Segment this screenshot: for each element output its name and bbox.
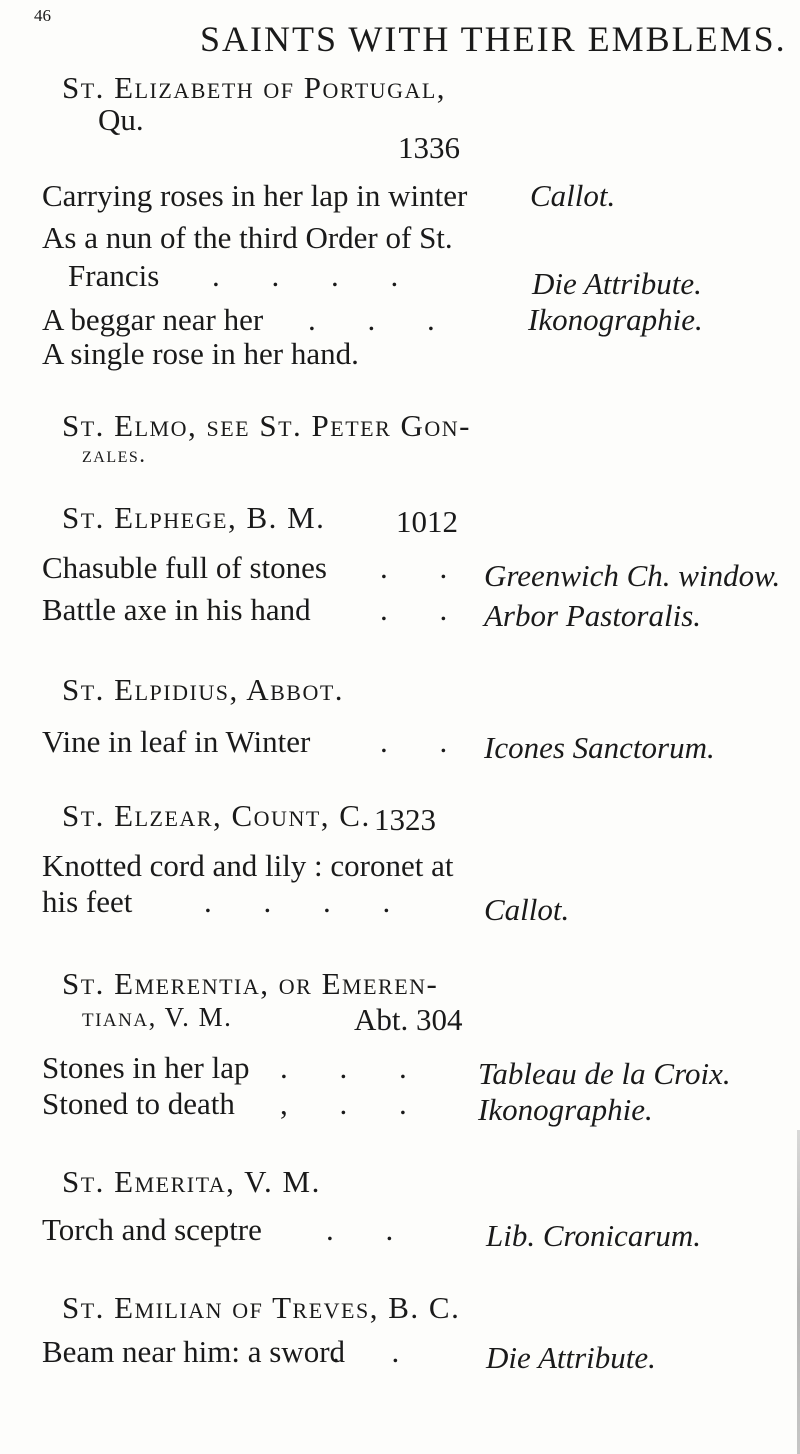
- page-number: 46: [34, 6, 51, 25]
- entry-date: 1012: [396, 504, 458, 539]
- entry-subheading: tiana, V. M.: [82, 1002, 233, 1032]
- emblem-line: A single rose in her hand.: [42, 336, 359, 371]
- leader-dots: . . . .: [204, 884, 413, 919]
- leader-dots: . . .: [308, 302, 457, 337]
- source-citation: Arbor Pastoralis.: [484, 598, 702, 633]
- leader-dots: . .: [380, 724, 470, 759]
- source-citation: Die Attribute.: [486, 1340, 656, 1375]
- entry-date: 1336: [398, 130, 460, 165]
- source-citation: Ikonographie.: [478, 1092, 653, 1127]
- entry-heading: St. Elmo, see St. Peter Gon-: [62, 408, 472, 443]
- source-citation: Tableau de la Croix.: [478, 1056, 731, 1091]
- source-citation: Die Attribute.: [532, 266, 702, 301]
- entry-date: 1323: [374, 802, 436, 837]
- leader-dots: . . . .: [212, 258, 421, 293]
- running-head: SAINTS WITH THEIR EMBLEMS.: [200, 19, 787, 59]
- entry-heading: St. Elizabeth of Portugal,: [62, 70, 447, 105]
- emblem-line: his feet: [42, 884, 133, 919]
- source-citation: Greenwich Ch. window.: [484, 558, 781, 593]
- emblem-line: Carrying roses in her lap in winter: [42, 178, 468, 213]
- entry-heading: St. Emerentia, or Emeren-: [62, 966, 439, 1001]
- entry-heading: St. Elpidius, Abbot.: [62, 672, 345, 707]
- emblem-line: Torch and sceptre: [42, 1212, 262, 1247]
- emblem-line: Stoned to death: [42, 1086, 235, 1121]
- source-citation: Lib. Cronicarum.: [486, 1218, 702, 1253]
- emblem-line: Francis: [68, 258, 160, 293]
- entry-heading: St. Elzear, Count, C.: [62, 798, 371, 833]
- entry-heading: St. Emilian of Treves, B. C.: [62, 1290, 461, 1325]
- leader-dots: . .: [332, 1334, 422, 1369]
- emblem-line: Chasuble full of stones: [42, 550, 327, 585]
- source-citation: Callot.: [484, 892, 570, 927]
- emblem-line: As a nun of the third Order of St.: [42, 220, 453, 255]
- source-citation: Icones Sanctorum.: [484, 730, 715, 765]
- leader-dots: . .: [380, 550, 470, 585]
- emblem-line: Knotted cord and lily : coronet at: [42, 848, 454, 883]
- emblem-line: Stones in her lap: [42, 1050, 250, 1085]
- emblem-line: Beam near him: a sword: [42, 1334, 346, 1369]
- leader-dots: . .: [380, 592, 470, 627]
- entry-subheading: Qu.: [98, 102, 144, 137]
- emblem-line: Battle axe in his hand: [42, 592, 311, 627]
- entry-heading: St. Elphege, B. M.: [62, 500, 326, 535]
- leader-dots: . .: [326, 1212, 416, 1247]
- entry-subheading: zales.: [82, 442, 147, 467]
- leader-dots: . . .: [280, 1050, 429, 1085]
- leader-dots: , . .: [280, 1086, 429, 1121]
- source-citation: Ikonographie.: [528, 302, 703, 337]
- emblem-line: Vine in leaf in Winter: [42, 724, 311, 759]
- entry-heading: St. Emerita, V. M.: [62, 1164, 321, 1199]
- source-citation: Callot.: [530, 178, 616, 213]
- emblem-line: A beggar near her: [42, 302, 264, 337]
- entry-date: Abt. 304: [354, 1002, 463, 1037]
